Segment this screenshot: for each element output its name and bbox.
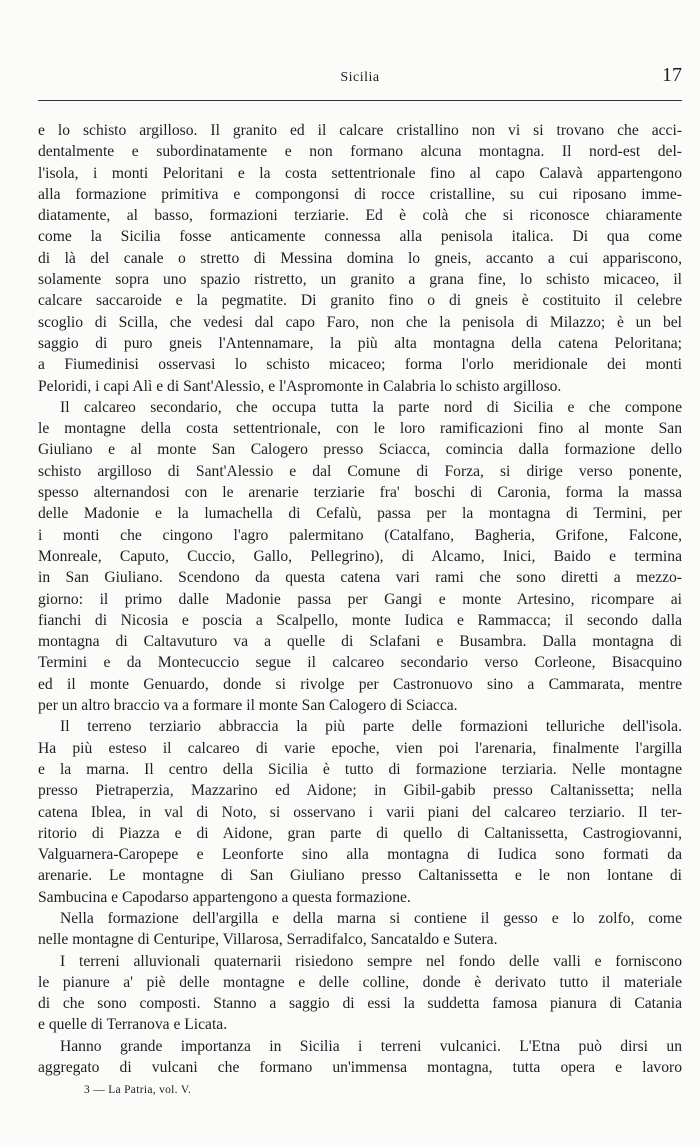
text-line: solamente sopra uno spazio ristretto, un granito a grana fine, lo schisto micaceo, il <box>38 271 682 289</box>
text-line: calcare saccaroide e la pegmatite. Di granito fino o di gneis è costituito il celebre <box>38 292 682 310</box>
text-line: scoglio di Scilla, che vedesi dal capo Faro, non che la penisola di Milazzo; è un bel <box>38 313 682 331</box>
header-rule <box>38 100 682 101</box>
text-line: aggregato di vulcani che formano un'immensa montagna, tutta opera e lavoro <box>38 1059 682 1077</box>
text-line: Ha più esteso il calcareo di varie epoche, vien poi l'arenaria, finalmente l'argilla <box>38 739 682 757</box>
text-line: e quelle di Terranova e Licata. <box>38 1016 228 1034</box>
text-line: fianchi di Nicosia e poscia a Scalpello, monte Iudica e Rammacca; il secondo dalla <box>38 611 682 629</box>
text-line: Sambucina e Capodarso appartengono a questa formazione. <box>38 888 411 906</box>
text-line: I terreni alluvionali quaternarii risiedono sempre nel fondo delle valli e forniscono <box>60 952 682 970</box>
text-line: ritorio di Piazza e di Aidone, gran parte di quello di Caltanissetta, Castrogiovanni, <box>38 824 682 842</box>
running-title: Sicilia <box>340 70 380 85</box>
text-line: di là del canale o stretto di Messina domina lo gneis, accanto a cui appariscono, <box>38 249 682 267</box>
text-line: delle Madonie e la lumachella di Cefalù, passa per la montagna di Termini, per <box>38 505 682 523</box>
text-line: catena Iblea, in val di Noto, si osservano i varii piani del calcareo terziario. Il ter- <box>38 803 682 821</box>
text-line: Termini e da Montecuccio segue il calcareo secondario verso Corleone, Bisacquino <box>38 654 682 672</box>
text-line: Il terreno terziario abbraccia la più parte delle formazioni telluriche dell'isola. <box>60 718 682 736</box>
text-line: montagna di Caltavuturo va a quelle di Sclafani e Busambra. Dalla montagna di <box>38 633 682 651</box>
text-line: l'isola, i monti Peloritani e la costa settentrionale fino al capo Calavà appartengono <box>38 164 682 182</box>
text-line: i monti che cingono l'agro palermitano (Catalfano, Bagheria, Grifone, Falcone, <box>38 526 682 544</box>
text-line: le pianure a' piè delle montagne e delle colline, donde è derivato tutto il materiale <box>38 973 682 991</box>
text-line: e lo schisto argilloso. Il granito ed il calcare cristallino non vi si trovano che acci- <box>38 122 682 139</box>
text-line: arenarie. Le montagne di San Giuliano presso Caltanissetta e le non lontane di <box>38 867 682 885</box>
text-line: le montagne della costa settentrionale, con le loro ramificazioni fino al monte San <box>38 420 682 438</box>
text-line: in San Giuliano. Scendono da questa catena vari rami che sono diretti a mezzo- <box>38 569 682 587</box>
text-line: presso Pietraperzia, Mazzarino ed Aidone; in Gibil-gabib presso Caltanissetta; nella <box>38 782 682 800</box>
page-header <box>38 60 682 100</box>
text-line: di che sono composti. Stanno a saggio di essi la suddetta famosa pianura di Catania <box>38 995 682 1013</box>
text-line: Hanno grande importanza in Sicilia i terreni vulcanici. L'Etna può dirsi un <box>60 1037 682 1055</box>
text-line: Giuliano e al monte San Calogero presso Sciacca, comincia dalla formazione dello <box>38 441 682 459</box>
text-line: ed il monte Genuardo, donde si rivolge per Castronuovo sino a Cammarata, mentre <box>38 675 682 693</box>
text-line: alla formazione primitiva e compongonsi di rocce cristalline, su cui riposano imme- <box>38 185 682 203</box>
body-text <box>38 120 682 1078</box>
text-line: dentalmente e subordinatamente e non formano alcuna montagna. Il nord-est del- <box>38 143 682 161</box>
text-line: giorno: il primo dalle Madonie passa per Gangi e monte Artesino, ricompare ai <box>38 590 682 608</box>
text-line: Valguarnera-Caropepe e Leonforte sino alla montagna di Iudica sono formati da <box>38 846 682 864</box>
text-line: nelle montagne di Centuripe, Villarosa, Serradifalco, Sancataldo e Sutera. <box>38 931 498 949</box>
text-line: diatamente, al basso, formazioni terziarie. Ed è colà che si riconosce chiaramente <box>38 207 682 225</box>
text-line: Nella formazione dell'argilla e della marna si contiene il gesso e lo zolfo, come <box>60 909 682 927</box>
text-line: Il calcareo secondario, che occupa tutta la parte nord di Sicilia e che compone <box>60 398 682 416</box>
text-line: spesso alternandosi con le arenarie terziarie fra' boschi di Caronia, forma la massa <box>38 484 682 502</box>
page-number: 17 <box>662 64 682 86</box>
text-line: saggio di puro gneis l'Antennamare, la più alta montagna della catena Peloritana; <box>38 334 682 352</box>
text-line: per un altro braccio va a formare il monte San Calogero di Sciacca. <box>38 697 458 715</box>
text-line: Monreale, Caputo, Cuccio, Gallo, Pellegrino), di Alcamo, Inici, Baido e termina <box>38 547 682 565</box>
text-line: Peloridi, i capi Alì e di Sant'Alessio, e l'Aspromonte in Calabria lo schisto argilloso. <box>38 377 562 395</box>
text-line: come la Sicilia fosse anticamente connessa alla penisola italica. Di qua come <box>38 228 682 246</box>
text-line: a Fiumedinisi osservasi lo schisto micaceo; forma l'orlo meridionale dei monti <box>38 356 682 374</box>
text-line: schisto argilloso di Sant'Alessio e dal Comune di Forza, si dirige verso ponente, <box>38 462 682 480</box>
footer-signature: 3 — La Patria, vol. V. <box>84 1084 192 1096</box>
text-line: e la marna. Il centro della Sicilia è tutto di formazione terziaria. Nelle montagne <box>38 760 682 778</box>
